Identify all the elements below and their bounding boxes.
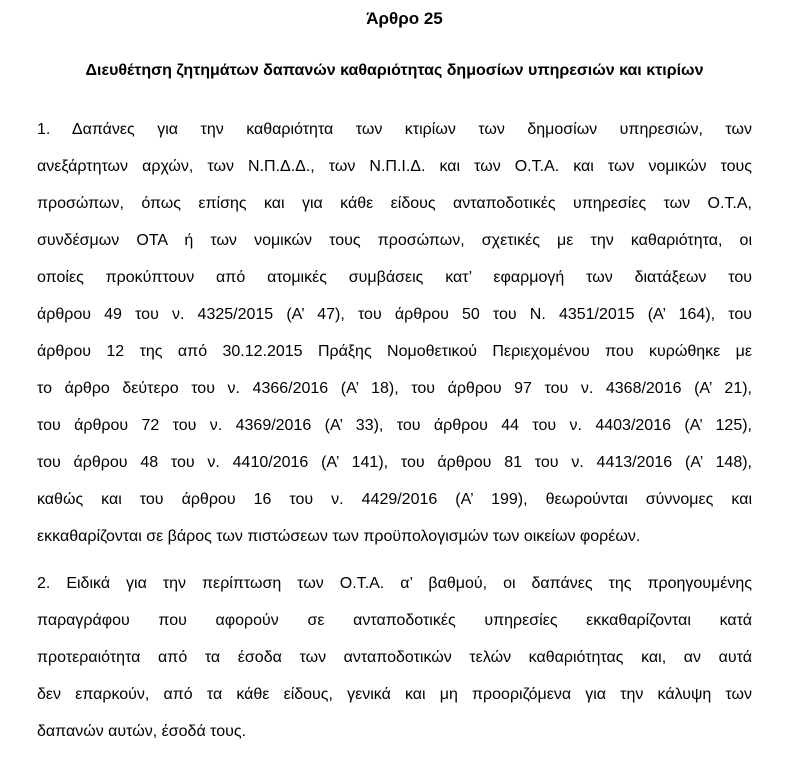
paragraph-line: άρθρου 49 του ν. 4325/2015 (Α’ 47), του άρθρου 50 του Ν. 4351/2015 (Α’ 164), του <box>37 306 752 323</box>
paragraph-line: δεν επαρκούν, από τα κάθε είδους, γενικά και μη προοριζόμενα για την κάλυψη των <box>37 686 752 703</box>
paragraph-line: συνδέσμων ΟΤΑ ή των νομικών τους προσώπων, σχετικές με την καθαριότητα, οι <box>37 232 752 249</box>
paragraph-line: το άρθρο δεύτερο του ν. 4366/2016 (Α’ 18), του άρθρου 97 του ν. 4368/2016 (Α’ 21), <box>37 380 752 397</box>
paragraph-line: προτεραιότητα από τα έσοδα των ανταποδοτικών τελών καθαριότητας και, αν αυτά <box>37 649 752 666</box>
paragraph-line: 2. Ειδικά για την περίπτωση των Ο.Τ.Α. α’ βαθμού, οι δαπάνες της προηγουμένης <box>37 575 752 592</box>
paragraph-line: προσώπων, όπως επίσης και για κάθε είδους ανταποδοτικές υπηρεσίες των Ο.Τ.Α, <box>37 195 752 212</box>
paragraph-line: οποίες προκύπτουν από ατομικές συμβάσεις κατ’ εφαρμογή των διατάξεων του <box>37 269 752 286</box>
paragraph-line: 1. Δαπάνες για την καθαριότητα των κτιρίων των δημοσίων υπηρεσιών, των <box>37 121 752 138</box>
paragraph-line: δαπανών αυτών, έσοδά τους. <box>37 723 247 740</box>
paragraph-line: παραγράφου που αφορούν σε ανταποδοτικές υπηρεσίες εκκαθαρίζονται κατά <box>37 612 752 629</box>
article-title: Άρθρο 25 <box>366 9 443 28</box>
paragraph-line: εκκαθαρίζονται σε βάρος των πιστώσεων των προϋπολογισμών των οικείων φορέων. <box>37 528 641 545</box>
paragraph-line: του άρθρου 48 του ν. 4410/2016 (Α’ 141), του άρθρου 81 του ν. 4413/2016 (Α’ 148), <box>37 454 752 471</box>
paragraph-line: του άρθρου 72 του ν. 4369/2016 (Α’ 33), του άρθρου 44 του ν. 4403/2016 (Α’ 125), <box>37 417 752 434</box>
paragraph-line: άρθρου 12 της από 30.12.2015 Πράξης Νομοθετικού Περιεχομένου που κυρώθηκε με <box>37 343 752 360</box>
paragraph-line: ανεξάρτητων αρχών, των Ν.Π.Δ.Δ., των Ν.Π.Ι.Δ. και των Ο.Τ.Α. και των νομικών τους <box>37 158 752 175</box>
article-subtitle: Διευθέτηση ζητημάτων δαπανών καθαριότητας δημοσίων υπηρεσιών και κτιρίων <box>85 62 704 79</box>
paragraph-line: καθώς και του άρθρου 16 του ν. 4429/2016 (Α’ 199), θεωρούνται σύννομες και <box>37 491 752 508</box>
